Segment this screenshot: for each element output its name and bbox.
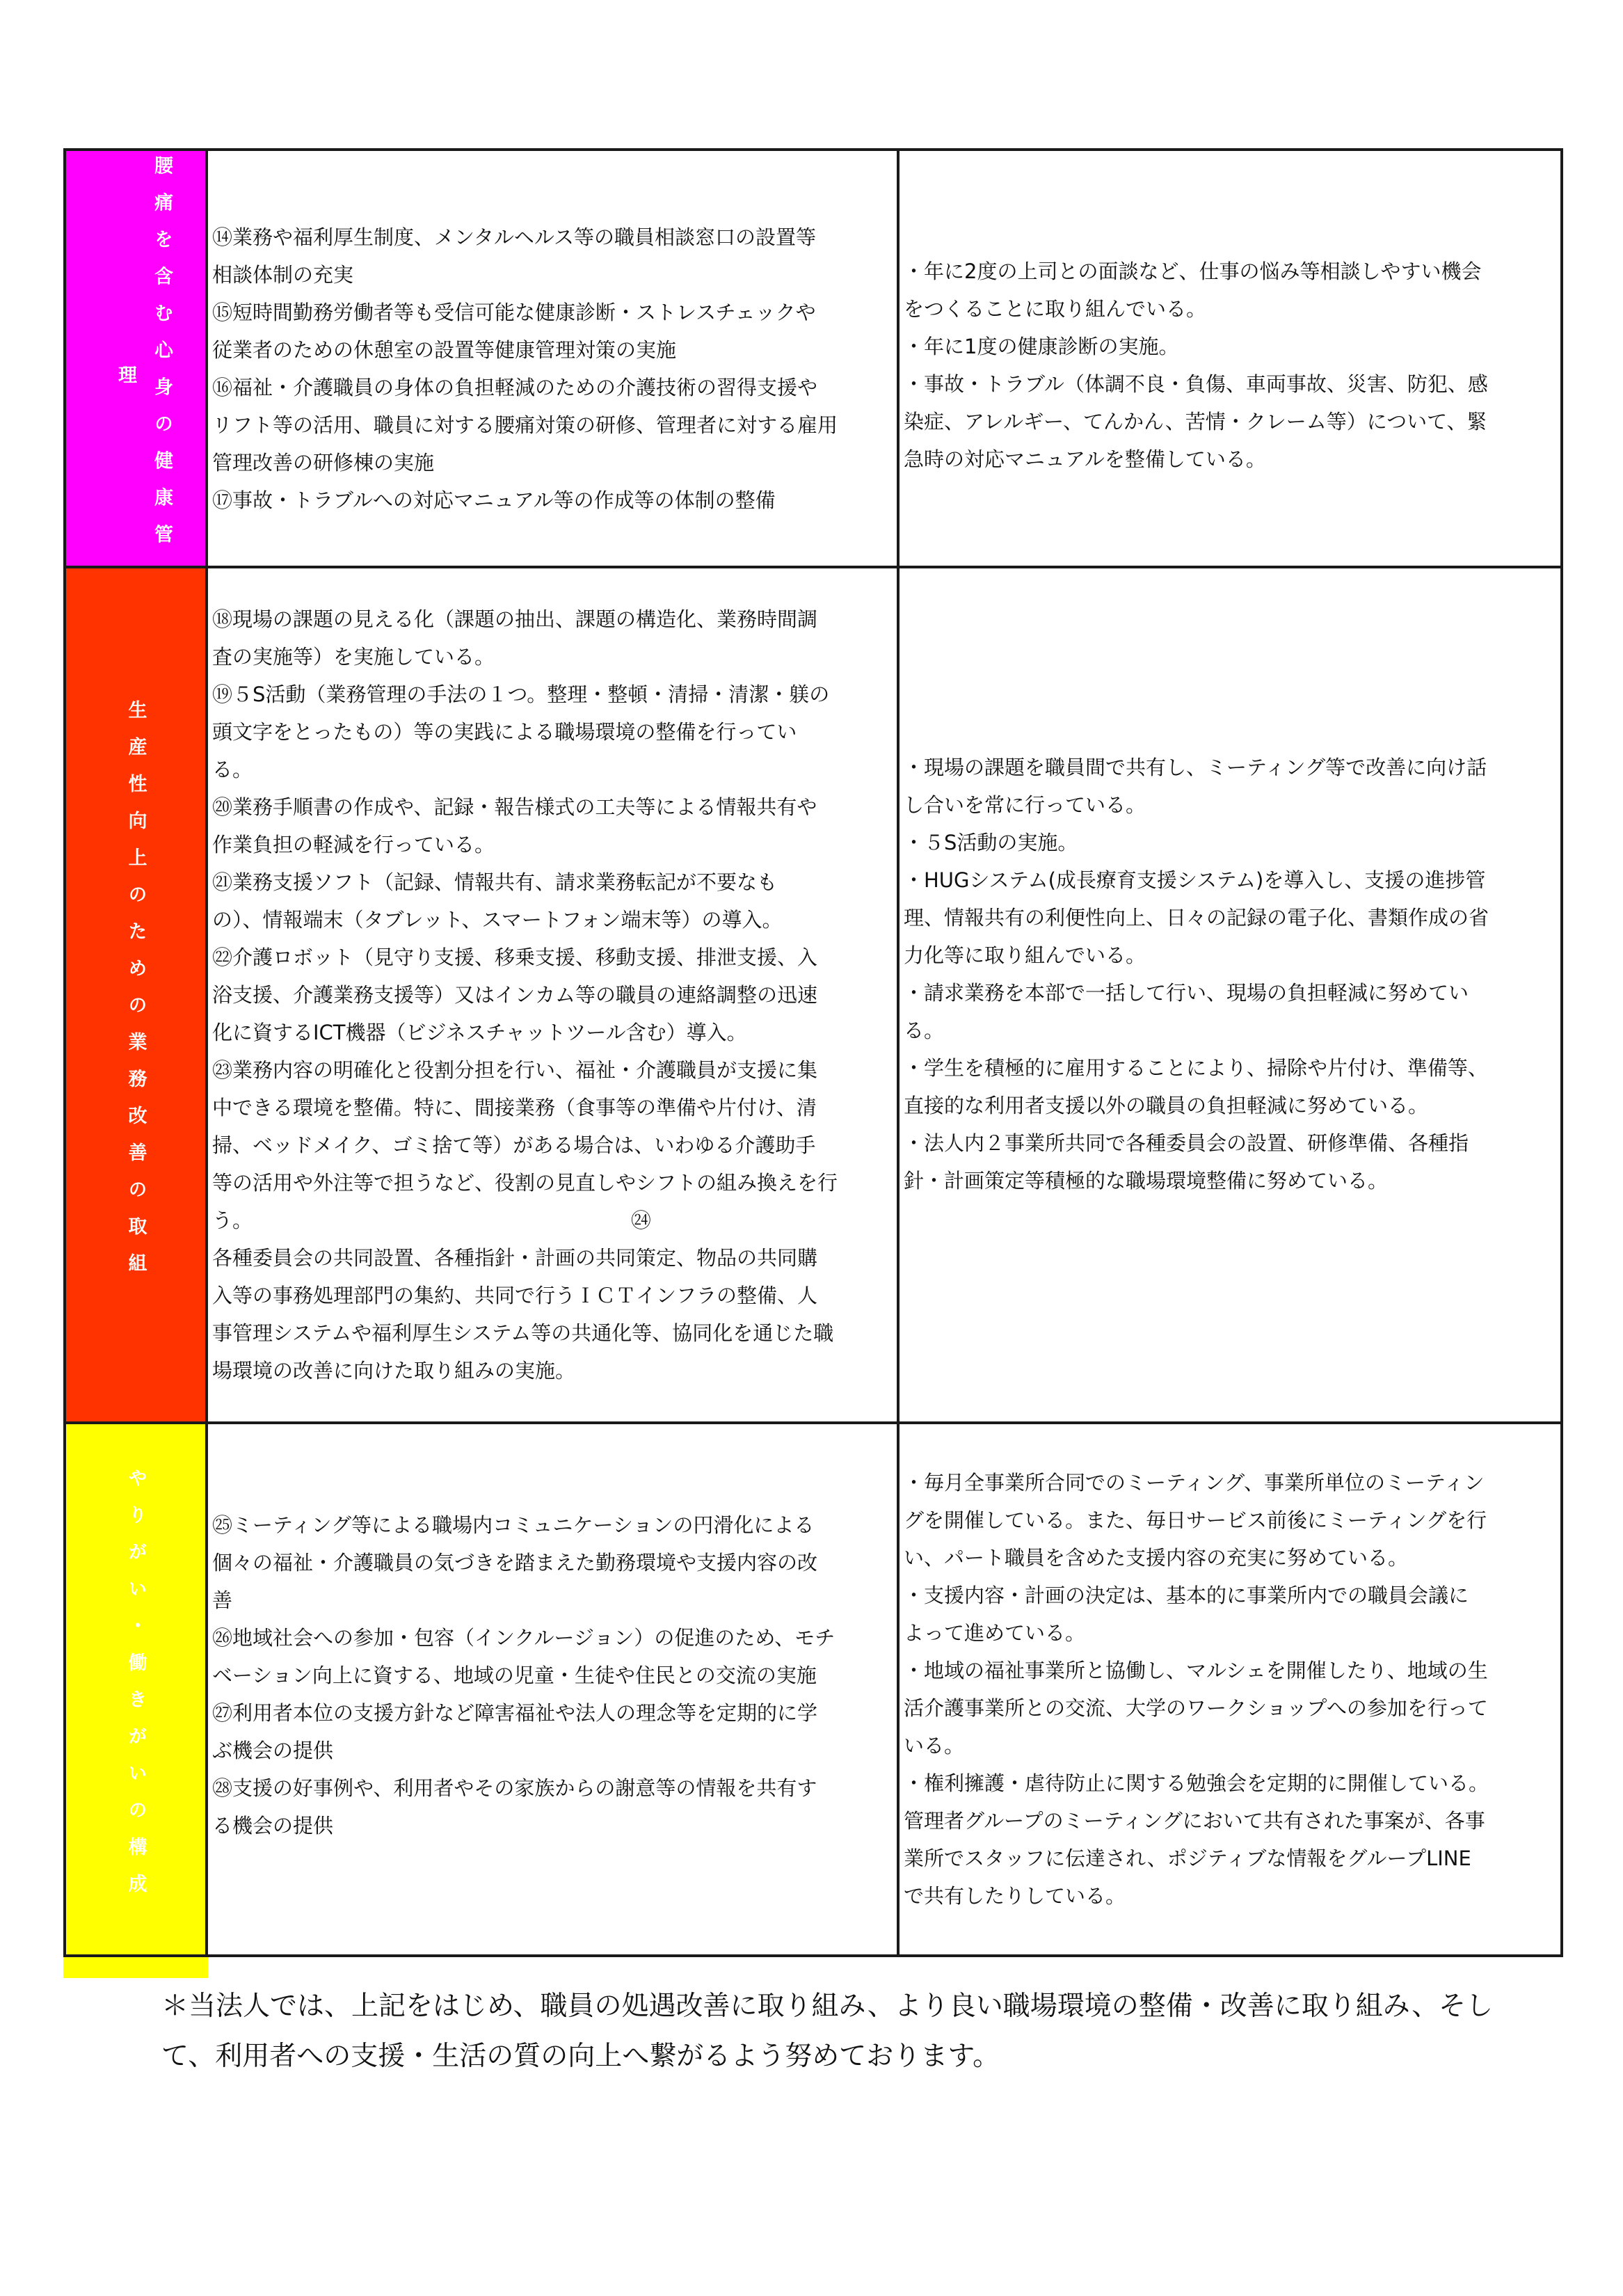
text-line: 作業負担の軽減を行っている。 (212, 833, 495, 856)
text-line: 活介護事業所との交流、大学のワークショップへの参加を行って (904, 1696, 1488, 1720)
text-line: ⑰事故・トラブルへの対応マニュアル等の作成等の体制の整備 (212, 488, 776, 512)
item-list (208, 1506, 897, 1844)
text-line: 掃、ベッドメイク、ゴミ捨て等）がある場合は、いわゆる介護助手 (212, 1133, 816, 1157)
text-line: ・５S活動の実施。 (904, 831, 1078, 854)
text-line: 直接的な利用者支援以外の職員の負担軽減に努めている。 (904, 1094, 1429, 1117)
category-label: 腰痛を含む心身の健康管 (151, 155, 173, 561)
response-list (900, 1464, 1560, 1915)
text-line: 頭文字をとったもの）等の実践による職場環境の整備を行ってい (212, 720, 797, 744)
text-line: る。 (212, 758, 253, 781)
items-cell (207, 150, 898, 567)
responses-cell (898, 567, 1562, 1423)
text-line: 急時の対応マニュアルを整備している。 (904, 447, 1266, 471)
text-line: ㉘支援の好事例や、利用者やその家族からの謝意等の情報を共有す (212, 1776, 817, 1800)
text-line: る。 (904, 1019, 945, 1042)
text-line: 力化等に取り組んでいる。 (904, 943, 1146, 967)
items-cell (207, 1423, 898, 1956)
text-line: 査の実施等）を実施している。 (212, 645, 495, 669)
category-label-part: 理 (115, 365, 136, 402)
text-line: ベーション向上に資する、地域の児童・生徒や住民との交流の実施 (212, 1664, 817, 1687)
text-line: る機会の提供 (212, 1814, 334, 1837)
table-row (65, 567, 1562, 1423)
improvement-table (63, 148, 1563, 1957)
text-line: ぶ機会の提供 (212, 1739, 334, 1762)
text-line: ㉑業務支援ソフト（記録、情報共有、請求業務転記が不要なも (212, 870, 778, 894)
item-list (208, 218, 897, 519)
category-label: 生産性向上のための業務改善の取組 (125, 700, 147, 1290)
text-line: ㉖地域社会への参加・包容（インクルージョン）の促進のため、モチ (212, 1626, 836, 1650)
text-line: ⑮短時間勤務労働者等も受信可能な健康診断・ストレスチェックや (212, 301, 816, 324)
table-row (65, 1423, 1562, 1956)
text-line: 善 (212, 1588, 233, 1612)
text-line: ・年に2度の上司との面談など、仕事の悩み等相談しやすい機会 (904, 260, 1482, 283)
category-cell-productivity (65, 567, 207, 1423)
text-line: の）、情報端末（タブレット、スマートフォン端末等）の導入。 (212, 908, 783, 932)
text-line: ㉗利用者本位の支援方針など障害福祉や法人の理念等を定期的に学 (212, 1701, 818, 1725)
text-line: ・請求業務を本部で一括して行い、現場の負担軽減に努めてい (904, 981, 1469, 1005)
text-line: 浴支援、介護業務支援等）又はインカム等の職員の連絡調整の迅速 (212, 983, 818, 1007)
text-line: 各種委員会の共同設置、各種指針・計画の共同策定、物品の共同購 (212, 1246, 818, 1270)
footnote: ＊当法人では、上記をはじめ、職員の処遇改善に取り組み、より良い職場環境の整備・改善に取り組み、そして、利用者への支援・生活の質の向上へ繋がるよう努めております。 (161, 1991, 1494, 2072)
text-line: 等の活用や外注等で担うなど、役割の見直しやシフトの組み換えを行 (212, 1171, 838, 1195)
text-line: いる。 (904, 1734, 965, 1757)
text-line: 管理者グループのミーティングにおいて共有された事案が、各事 (904, 1809, 1485, 1833)
text-line: う。 ㉔ (212, 1209, 651, 1232)
text-line: 理、情報共有の利便性向上、日々の記録の電子化、書類作成の省 (904, 906, 1489, 930)
yellow-tab-decoration (63, 1957, 208, 1978)
text-line: 針・計画策定等積極的な職場環境整備に努めている。 (904, 1169, 1389, 1193)
text-line: 個々の福祉・介護職員の気づきを踏まえた勤務環境や支援内容の改 (212, 1551, 818, 1574)
text-line: 相談体制の充実 (212, 263, 354, 287)
responses-cell (898, 1423, 1562, 1956)
text-line: ⑱現場の課題の見える化（課題の抽出、課題の構造化、業務時間調 (212, 607, 818, 631)
response-list (900, 749, 1560, 1199)
text-line: 化に資するICT機器（ビジネスチャットツール含む）導入。 (212, 1021, 747, 1044)
text-line: ・年に1度の健康診断の実施。 (904, 335, 1179, 358)
text-line: 事管理システムや福利厚生システム等の共通化等、協同化を通じた職 (212, 1321, 834, 1345)
text-line: ⑯福祉・介護職員の身体の負担軽減のための介護技術の習得支援や (212, 376, 818, 399)
text-line: ・HUGシステム(成長療育支援システム)を導入し、支援の進捗管 (904, 868, 1486, 892)
text-line: リフト等の活用、職員に対する腰痛対策の研修、管理者に対する雇用 (212, 413, 838, 437)
text-line: ⑭業務や福利厚生制度、メンタルヘルス等の職員相談窓口の設置等 (212, 225, 816, 249)
response-list (900, 253, 1560, 478)
text-line: 染症、アレルギー、てんかん、苦情・クレーム等）について、緊 (904, 410, 1487, 433)
text-line: ・地域の福祉事業所と協働し、マルシェを開催したり、地域の生 (904, 1659, 1488, 1682)
text-line: グを開催している。また、毎日サービス前後にミーティングを行 (904, 1508, 1487, 1532)
text-line: ・支援内容・計画の決定は、基本的に事業所内での職員会議に (904, 1584, 1469, 1607)
text-line: 入等の事務処理部門の集約、共同で行うＩＣＴインフラの整備、人 (212, 1284, 818, 1307)
category-label: やりがい・働きがいの構成 (125, 1468, 147, 1911)
text-line: ⑳業務手順書の作成や、記録・報告様式の工夫等による情報共有や (212, 795, 817, 819)
text-line: ㉓業務内容の明確化と役割分担を行い、福祉・介護職員が支援に集 (212, 1058, 818, 1082)
text-line: 管理改善の研修棟の実施 (212, 451, 435, 475)
category-cell-motivation (65, 1423, 207, 1956)
text-line: ㉒介護ロボット（見守り支援、移乗支援、移動支援、排泄支援、入 (212, 946, 818, 969)
text-line: で共有したりしている。 (904, 1884, 1126, 1908)
text-line: し合いを常に行っている。 (904, 793, 1146, 817)
text-line: ・現場の課題を職員間で共有し、ミーティング等で改善に向け話 (904, 756, 1487, 779)
text-line: ㉕ミーティング等による職場内コミュニケーションの円滑化による (212, 1513, 815, 1537)
item-list (208, 600, 897, 1389)
items-cell (207, 567, 898, 1423)
text-line: ・学生を積極的に雇用することにより、掃除や片付け、準備等、 (904, 1056, 1488, 1080)
text-line: ⑲５S活動（業務管理の手法の１つ。整理・整頓・清掃・清潔・躾の (212, 683, 830, 706)
text-line: ・毎月全事業所合同でのミーティング、事業所単位のミーティン (904, 1471, 1485, 1494)
text-line: ・事故・トラブル（体調不良・負傷、車両事故、災害、防犯、感 (904, 372, 1488, 396)
text-line: 従業者のための休憩室の設置等健康管理対策の実施 (212, 338, 677, 362)
text-line: い、パート職員を含めた支援内容の充実に努めている。 (904, 1546, 1409, 1570)
text-line: 場環境の改善に向けた取り組みの実施。 (212, 1359, 576, 1382)
text-line: 業所でスタッフに伝達され、ポジティブな情報をグループLINE (904, 1847, 1471, 1870)
text-line: ・法人内２事業所共同で各種委員会の設置、研修準備、各種指 (904, 1131, 1469, 1155)
text-line: よって進めている。 (904, 1621, 1086, 1645)
table-row (65, 150, 1562, 567)
category-cell-health (65, 150, 207, 567)
text-line: をつくることに取り組んでいる。 (904, 297, 1207, 321)
text-line: ・権利擁護・虐待防止に関する勉強会を定期的に開催している。 (904, 1771, 1489, 1795)
responses-cell (898, 150, 1562, 567)
text-line: 中できる環境を整備。特に、間接業務（食事等の準備や片付け、清 (212, 1096, 817, 1119)
